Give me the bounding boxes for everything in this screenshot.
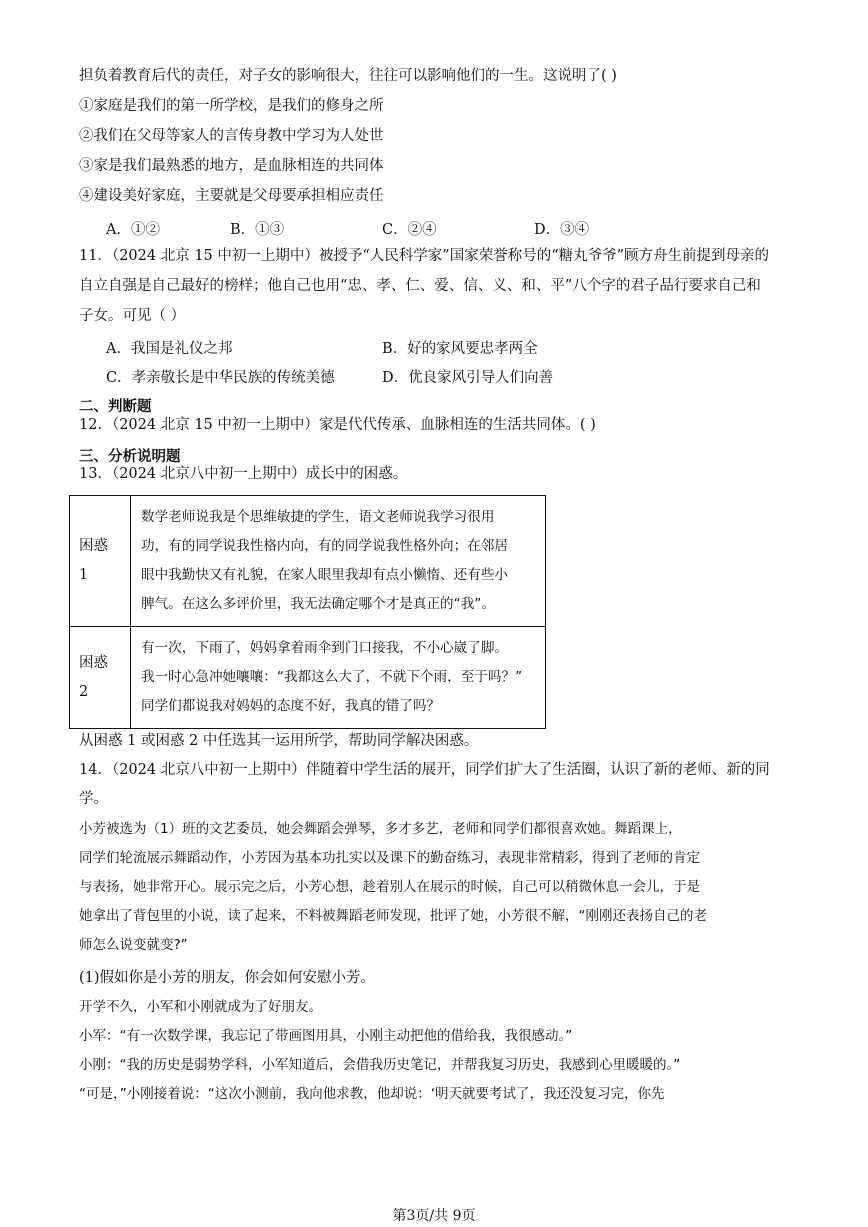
confusion-table (69, 495, 546, 729)
q14-story (79, 815, 794, 960)
q10-choice-b: B．①③ (230, 222, 285, 238)
q12-stem: 12．（2024 北京 15 中初一上期中）家是代代传承、血脉相连的生活共同体。( ) (79, 417, 596, 433)
confusion-1-text (131, 496, 546, 627)
text-line: 同学们都说我对妈妈的态度不好，我真的错了吗？ (141, 698, 441, 714)
q10-choice-d: D．③④ (534, 222, 590, 238)
text-line: 脾气。在这么多评价里，我无法确定哪个才是真正的“我”。 (141, 596, 495, 612)
q10-option-1: ①家庭是我们的第一所学校，是我们的修身之所 (79, 98, 384, 114)
q13-stem: 13．（2024 北京八中初一上期中）成长中的困惑。 (79, 466, 408, 482)
story-line: 小芳被选为（1）班的文艺委员，她会舞蹈会弹琴，多才多艺，老师和同学们都很喜欢她。舞蹈课上， (79, 821, 682, 837)
text-line: 眼中我勤快又有礼貌，在家人眼里我却有点小懒惰、还有些小 (141, 567, 509, 583)
confusion-2-text (131, 627, 546, 729)
story-line: “可是，”小刚接着说：“这次小测前，我向他求教，他却说：‘明天就要考试了，我还没复习完，你先 (79, 1086, 665, 1102)
row-label-confusion-2 (70, 627, 131, 729)
q14-subquestion-1: (1)假如你是小芳的朋友，你会如何安慰小芳。 (79, 970, 376, 986)
q10-option-2: ②我们在父母等家人的言传身教中学习为人处世 (79, 128, 384, 144)
row-label-number: 2 (79, 683, 89, 700)
q11-stem-line-1: 11．（2024 北京 15 中初一上期中）被授予“人民科学家”国家荣誉称号的“糖丸爷爷”顾方舟生前提到母亲的 (79, 248, 770, 264)
q11-choice-b: B．好的家风要忠孝两全 (382, 341, 538, 357)
text-line: 功，有的同学说我性格内向，有的同学说我性格外向；在邻居 (141, 538, 509, 554)
text-line: 我一时心急冲她嚷嚷：“我都这么大了，不就下个雨，至于吗？” (141, 669, 523, 685)
row-label-text: 困惑 (79, 538, 108, 554)
q10-choice-a: A．①② (106, 222, 160, 238)
page-footer: 第3页/共 9页 (392, 1208, 476, 1224)
story-line: 小刚：“我的历史是弱势学科，小军知道后，会借我历史笔记，并帮我复习历史，我感到心里暖暖的。” (79, 1057, 681, 1073)
q11-choice-d: D．优良家风引导人们向善 (382, 370, 554, 386)
q10-stem-tail: 担负着教育后代的责任，对子女的影响很大，往往可以影响他们的一生。这说明了( ) (79, 68, 617, 84)
q14-story-2 (79, 993, 794, 1109)
table-row (70, 496, 546, 627)
q11-choice-a: A．我国是礼仪之邦 (106, 341, 233, 357)
row-label-confusion-1 (70, 496, 131, 627)
story-line: 小军：“有一次数学课，我忘记了带画图用具，小刚主动把他的借给我，我很感动。” (79, 1028, 573, 1044)
table-row (70, 627, 546, 729)
row-label-number: 1 (79, 567, 89, 583)
q13-ask: 从困惑 1 或困惑 2 中任选其一运用所学，帮助同学解决困惑。 (79, 733, 479, 749)
q11-choice-c: C．孝亲敬长是中华民族的传统美德 (106, 370, 335, 386)
q10-option-4: ④建设美好家庭，主要就是父母要承担相应责任 (79, 188, 384, 204)
section-heading-analysis: 三、分析说明题 (79, 449, 181, 465)
text-line: 有一次，下雨了，妈妈拿着雨伞到门口接我，不小心崴了脚。 (141, 640, 509, 656)
story-line: 她拿出了背包里的小说，读了起来，不料被舞蹈老师发现，批评了她，小芳很不解，“刚刚还表扬自己的老 (79, 908, 707, 924)
q11-stem-line-2: 自立自强是自己最好的榜样；他自己也用“忠、孝、仁、爱、信、义、和、平”八个字的君子品行要求自己和 (79, 278, 761, 294)
q11-stem-line-3: 子女。可见（ ） (79, 308, 186, 324)
story-line: 师怎么说变就变?” (79, 937, 188, 953)
q14-stem-line-1: 14．（2024 北京八中初一上期中）伴随着中学生活的展开，同学们扩大了生活圈，认识了新的老师、新的同 (79, 762, 770, 778)
q14-stem-line-2: 学。 (79, 791, 108, 807)
q10-option-3: ③家是我们最熟悉的地方，是血脉相连的共同体 (79, 158, 384, 174)
text-line: 数学老师说我是个思维敏捷的学生，语文老师说我学习很用 (141, 509, 495, 525)
q10-choice-c: C．②④ (382, 222, 437, 238)
story-line: 与表扬，她非常开心。展示完之后，小芳心想，趁着别人在展示的时候，自己可以稍微休息一会儿，于是 (79, 879, 700, 895)
story-line: 开学不久，小军和小刚就成为了好朋友。 (79, 999, 322, 1015)
row-label-text: 困惑 (79, 654, 108, 671)
story-line: 同学们轮流展示舞蹈动作，小芳因为基本功扎实以及课下的勤奋练习，表现非常精彩，得到了老师的肯定 (79, 850, 700, 866)
section-heading-judgement: 二、判断题 (79, 399, 152, 415)
